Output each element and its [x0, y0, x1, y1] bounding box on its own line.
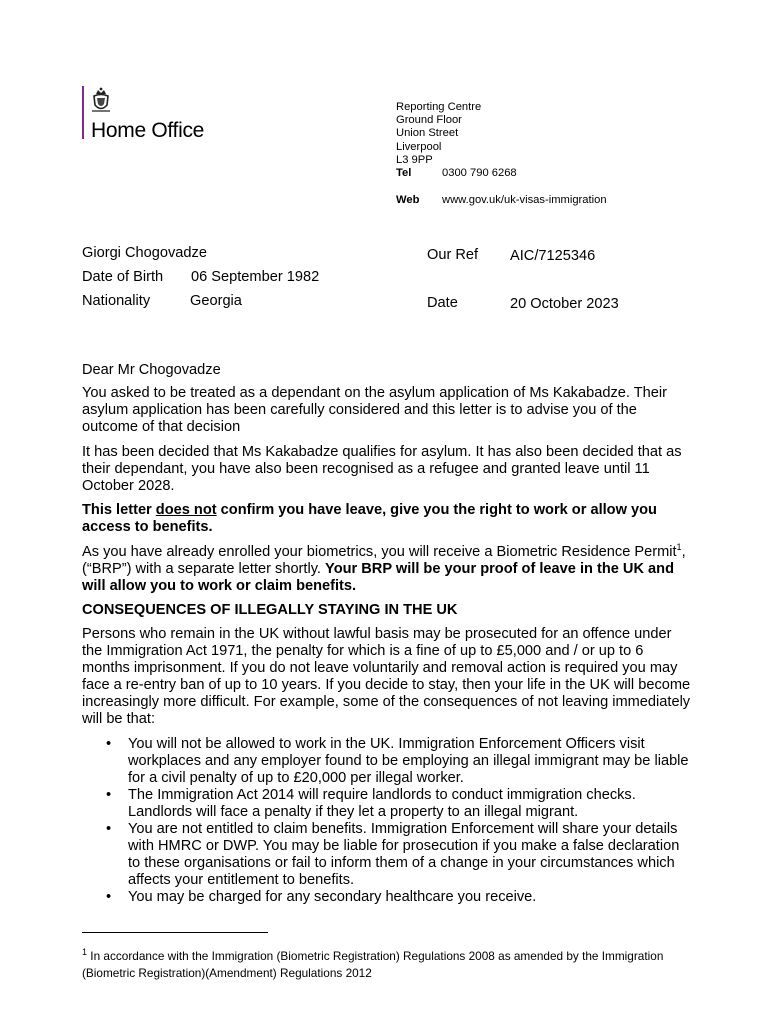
warning-does-not: does not [155, 502, 217, 518]
list-item [82, 736, 692, 787]
paragraph-consequences: Persons who remain in the UK without lawful basis may be prosecuted for an offence under the Immigration Act 1971, the penalty for which is a fine of up to £5,000 and / or up to 6 months imprisonment. If you do not leave voluntarily and removal action is required you may face a re-entry ban of up to 10 years. If you decide to stay, then your life in the UK will become increasingly more difficult. For example, some of the consequences of not leaving immediately will be that: [82, 626, 691, 727]
nationality-value: Georgia [190, 293, 242, 309]
dob-value: 06 September 1982 [191, 269, 320, 285]
web-row [396, 194, 607, 206]
address-line: L3 9PP [396, 153, 433, 166]
paragraph-brp [82, 544, 692, 595]
date-value: 20 October 2023 [510, 296, 619, 312]
salutation: Dear Mr Chogovadze [82, 362, 221, 378]
warning-text-c: confirm you have leave, give you the right to work or allow you access to benefits. [82, 502, 657, 535]
list-item [82, 889, 692, 906]
tel-label: Tel [396, 167, 412, 179]
footnote-ref: 1 [676, 542, 682, 553]
bullet-icon: • [106, 736, 112, 752]
list-item [82, 821, 692, 889]
brp-text-a: As you have already enrolled your biometrics, you will receive a Biometric Residence Permit [82, 544, 677, 560]
address-line: Reporting Centre [396, 101, 482, 113]
warning-text-a: This letter [82, 502, 156, 518]
bullet-icon: • [106, 889, 112, 905]
royal-crest-icon [90, 87, 112, 113]
date-label: Date [427, 295, 458, 311]
bullet-icon: • [106, 821, 112, 837]
list-item-text: The Immigration Act 2014 will require landlords to conduct immigration checks. Landlords will face a penalty if they let a property to an illegal migrant. [128, 787, 636, 820]
address-line: Union Street [396, 127, 459, 140]
web-value: www.gov.uk/uk-visas-immigration [442, 194, 607, 206]
section-heading: CONSEQUENCES OF ILLEGALLY STAYING IN THE UK [82, 602, 458, 618]
ref-value: AIC/7125346 [510, 248, 596, 264]
address-line: Ground Floor [396, 114, 462, 127]
nationality-label: Nationality [82, 293, 151, 309]
list-item-text: You may be charged for any secondary healthcare you receive. [128, 889, 537, 905]
recipient-name: Giorgi Chogovadze [82, 245, 207, 261]
paragraph-request: You asked to be treated as a dependant on the asylum application of Ms Kakabadze. Their asylum application has been carefully considered and this letter is to advise you of the outcome of that decision [82, 385, 667, 435]
tel-value: 0300 790 6268 [442, 167, 517, 179]
sender-address [396, 101, 481, 167]
list-item-text: You will not be allowed to work in the UK. Immigration Enforcement Officers visit workplaces and any employer found to be employing an illegal immigrant may be liable for a civil penalty of up to £20,000 per illegal worker. [128, 736, 689, 786]
logo-text: Home Office [91, 119, 205, 142]
footnote [82, 948, 702, 982]
list-item-text: You are not entitled to claim benefits. Immigration Enforcement will share your details with HMRC or DWP. You may be liable for prosecution if you make a false declaration to these organisations or fail to inform them of a change in your circumstances which affects your entitlement to benefits. [128, 821, 680, 888]
telephone-row [396, 167, 517, 179]
address-line: Liverpool [396, 140, 442, 153]
footnote-marker: 1 [82, 947, 88, 958]
footnote-text: In accordance with the Immigration (Biometric Registration) Regulations 2008 as amended by the Immigration (Biometric Registration)(Amendment) Regulations 2012 [82, 949, 664, 980]
list-item [82, 787, 692, 821]
paragraph-warning [82, 502, 692, 536]
logo-bar [82, 86, 84, 139]
ref-label: Our Ref [427, 247, 479, 263]
consequences-list [82, 736, 692, 906]
dob-label: Date of Birth [82, 269, 164, 285]
brp-text-b: ,(“BRP”) with a separate letter shortly. [82, 544, 686, 577]
brp-bold-text: Your BRP will be your proof of leave in the UK and will allow you to work or claim benefits. [82, 561, 674, 594]
footnote-divider [82, 932, 268, 933]
paragraph-decision: It has been decided that Ms Kakabadze qualifies for asylum. It has also been decided that as their dependant, you have also been recognised as a refugee and granted leave until 11 October 2028. [82, 444, 682, 494]
web-label: Web [396, 194, 420, 206]
bullet-icon: • [106, 787, 112, 803]
